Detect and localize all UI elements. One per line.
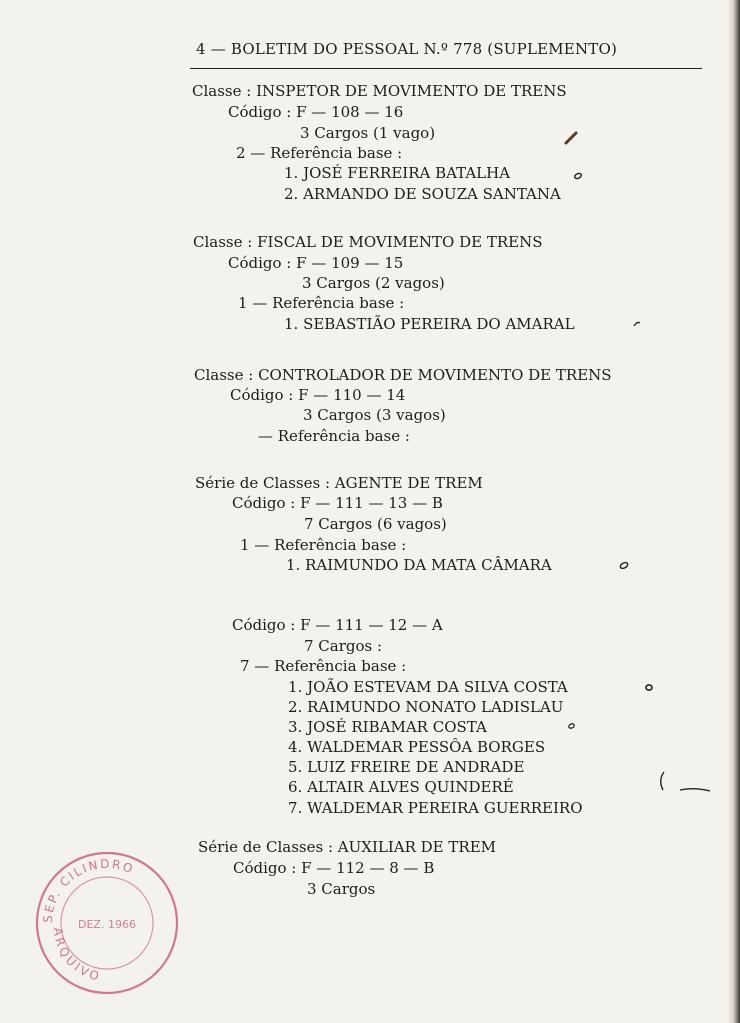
list-item: 7. WALDEMAR PEREIRA GUERREIRO [288,799,583,817]
section-referencia: 1 — Referência base : [240,536,407,554]
check-mark-icon [618,561,630,570]
list-item: 1. RAIMUNDO DA MATA CÂMARA [286,556,552,574]
section-classe: Série de Classes : AUXILIAR DE TREM [198,838,497,856]
ink-scribble-icon [654,766,714,806]
section-classe: Classe : INSPETOR DE MOVIMENTO DE TRENS [192,82,567,100]
section-codigo: Código : F — 111 — 13 — B [232,494,443,512]
list-item: 6. ALTAIR ALVES QUINDERÉ [288,778,514,796]
section-classe: Série de Classes : AGENTE DE TREM [195,474,483,492]
section-cargos: 7 Cargos (6 vagos) [304,515,447,533]
section-classe: Classe : CONTROLADOR DE MOVIMENTO DE TRENS [194,366,612,384]
svg-text:ARQUIVO [51,927,104,984]
list-item: 1. JOSÉ FERREIRA BATALHA [284,164,511,182]
list-item: 1. SEBASTIÃO PEREIRA DO AMARAL [284,315,575,333]
section-cargos: 3 Cargos [307,880,376,898]
stamp-date: DEZ. 1966 [78,918,136,931]
section-referencia: — Referência base : [258,427,410,445]
ink-stroke-icon [563,130,579,146]
section-codigo: Código : F — 108 — 16 [228,103,404,121]
check-mark-icon [632,320,642,328]
check-mark-icon [567,722,576,730]
section-cargos: 3 Cargos (3 vagos) [303,406,446,424]
list-item: 3. JOSÉ RIBAMAR COSTA [288,718,487,736]
page-header: 4 — BOLETIM DO PESSOAL N.º 778 (SUPLEMENTO) [196,40,618,58]
page-edge-shadow [728,0,740,1023]
section-referencia: 2 — Referência base : [236,144,403,162]
list-item: 1. JOÃO ESTEVAM DA SILVA COSTA [288,678,568,696]
list-item: 2. RAIMUNDO NONATO LADISLAU [288,698,564,716]
stamp-text-top: SEP. CILINDRO [40,856,137,924]
section-codigo: Código : F — 111 — 12 — A [232,616,443,634]
section-classe: Classe : FISCAL DE MOVIMENTO DE TRENS [193,233,543,251]
section-codigo: Código : F — 110 — 14 [230,386,406,404]
list-item: 5. LUIZ FREIRE DE ANDRADE [288,758,525,776]
check-mark-icon [573,172,583,180]
section-cargos: 3 Cargos (2 vagos) [302,274,445,292]
section-cargos: 3 Cargos (1 vago) [300,124,436,142]
list-item: 2. ARMANDO DE SOUZA SANTANA [284,185,561,203]
check-mark-icon [644,683,654,692]
svg-text:SEP. CILINDRO [41,857,137,923]
section-referencia: 1 — Referência base : [238,294,405,312]
header-rule [190,68,702,69]
section-cargos: 7 Cargos : [304,637,383,655]
section-referencia: 7 — Referência base : [240,657,407,675]
section-codigo: Código : F — 109 — 15 [228,254,404,272]
section-codigo: Código : F — 112 — 8 — B [233,859,435,877]
archive-stamp [32,848,182,998]
list-item: 4. WALDEMAR PESSÔA BORGES [288,738,546,756]
stamp-text-bottom: ARQUIVO [50,926,104,984]
